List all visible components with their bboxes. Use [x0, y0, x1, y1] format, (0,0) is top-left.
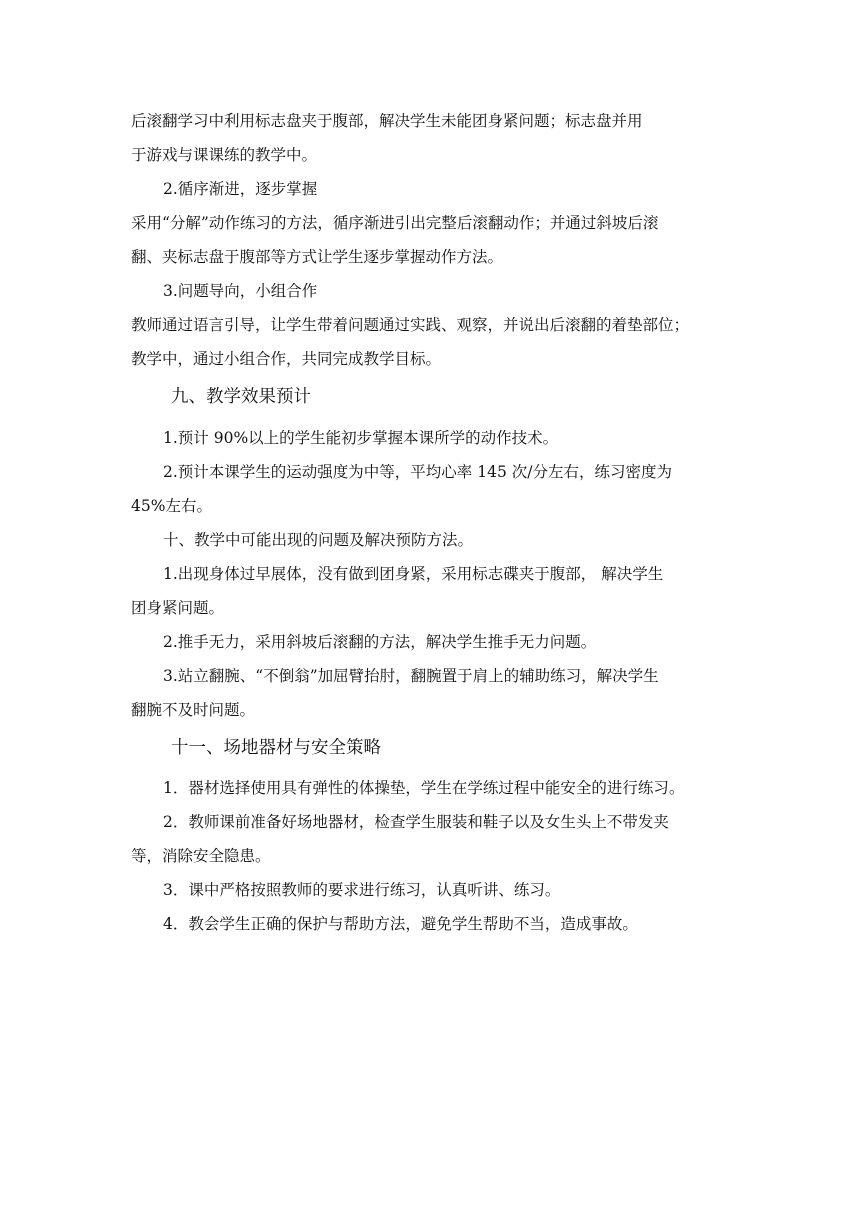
body-text-line: 采用“分解”动作练习的方法，循序渐进引出完整后滚翻动作；并通过斜坡后滚 [131, 214, 659, 232]
list-item: 3.站立翻腕、“不倒翁”加屈臂抬肘，翻腕置于肩上的辅助练习，解决学生 [163, 667, 659, 685]
list-item: 1.预计 90%以上的学生能初步掌握本课所学的动作技术。 [163, 429, 559, 447]
section-heading-11: 十一、场地器材与安全策略 [171, 738, 381, 758]
list-item: 4．教会学生正确的保护与帮助方法，避免学生帮助不当，造成事故。 [163, 915, 638, 933]
list-item-continuation: 翻腕不及时问题。 [131, 701, 256, 719]
body-text-line: 后滚翻学习中利用标志盘夹于腹部，解决学生未能团身紧问题；标志盘并用 [131, 112, 643, 130]
section-heading-9: 九、教学效果预计 [171, 387, 311, 407]
subheading: 3.问题导向，小组合作 [163, 282, 318, 300]
body-text-line: 教师通过语言引导，让学生带着问题通过实践、观察，并说出后滚翻的着垫部位； [131, 316, 690, 334]
body-text-line: 于游戏与课课练的教学中。 [131, 146, 318, 164]
list-item-continuation: 团身紧问题。 [131, 599, 225, 617]
body-text-line: 教学中，通过小组合作，共同完成教学目标。 [131, 350, 442, 368]
list-item: 1．器材选择使用具有弹性的体操垫，学生在学练过程中能安全的进行练习。 [163, 779, 685, 797]
list-item: 1.出现身体过早展体，没有做到团身紧，采用标志碟夹于腹部， 解决学生 [163, 565, 664, 583]
body-text-line: 翻、夹标志盘于腹部等方式让学生逐步掌握动作方法。 [131, 248, 504, 266]
list-item: 3．课中严格按照教师的要求进行练习，认真听讲、练习。 [163, 881, 561, 899]
list-item: 2.推手无力，采用斜坡后滚翻的方法，解决学生推手无力问题。 [163, 633, 597, 651]
list-item-continuation: 等，消除安全隐患。 [131, 847, 271, 865]
section-heading-10: 十、教学中可能出现的问题及解决预防方法。 [163, 531, 474, 549]
list-item: 2．教师课前准备好场地器材，检查学生服装和鞋子以及女生头上不带发夹 [163, 813, 669, 831]
list-item-continuation: 45%左右。 [131, 497, 212, 515]
subheading: 2.循序渐进，逐步掌握 [163, 180, 318, 198]
list-item: 2.预计本课学生的运动强度为中等，平均心率 145 次/分左右，练习密度为 [163, 463, 672, 481]
